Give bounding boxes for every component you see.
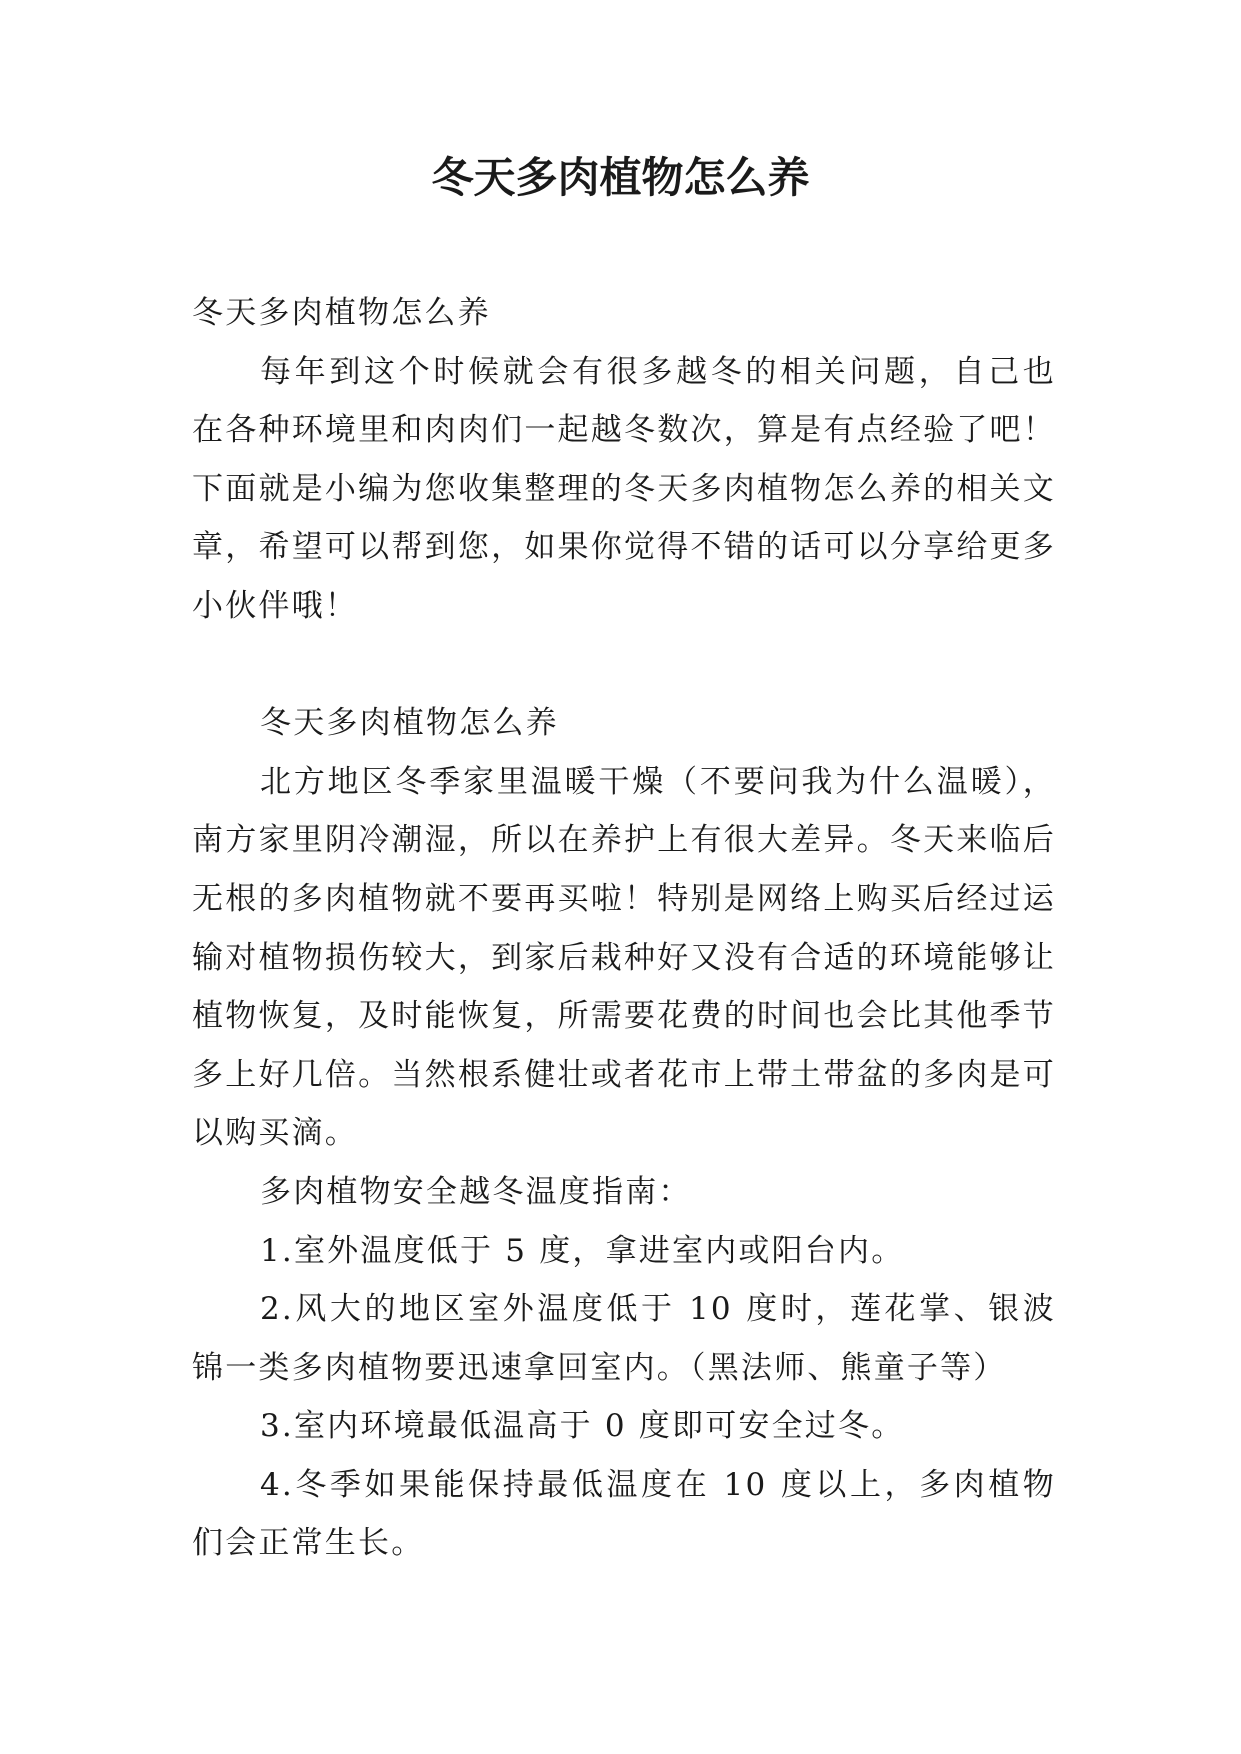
intro-paragraph: 每年到这个时候就会有很多越冬的相关问题，自己也在各种环境里和肉肉们一起越冬数次，算是有点经验了吧！下面就是小编为您收集整理的冬天多肉植物怎么养的相关文章，希望可以帮到您，如果你觉得不错的话可以分享给更多小伙伴哦！: [192, 353, 1056, 624]
guide-item-4: 4.冬季如果能保持最低温度在 10 度以上，多肉植物们会正常生长。: [192, 1466, 1056, 1562]
document-title: 冬天多肉植物怎么养: [431, 153, 810, 202]
body-paragraph: 北方地区冬季家里温暖干燥（不要问我为什么温暖），南方家里阴冷潮湿，所以在养护上有很大差异。冬天来临后无根的多肉植物就不要再买啦！特别是网络上购买后经过运输对植物损伤较大，到家后栽种好又没有合适的环境能够让植物恢复，及时能恢复，所需要花费的时间也会比其他季节多上好几倍。当然根系健壮或者花市上带土带盆的多肉是可以购买滴。: [192, 763, 1056, 1152]
section-heading: 冬天多肉植物怎么养: [260, 705, 559, 742]
guide-heading: 多肉植物安全越冬温度指南：: [260, 1173, 692, 1210]
guide-item-1: 1.室外温度低于 5 度，拿进室内或阳台内。: [260, 1232, 905, 1269]
guide-item-3: 3.室内环境最低温高于 0 度即可安全过冬。: [260, 1408, 905, 1445]
document-body: [192, 284, 1056, 1573]
intro-heading: 冬天多肉植物怎么养: [192, 295, 491, 331]
guide-item-2: 2.风大的地区室外温度低于 10 度时，莲花掌、银波锦一类多肉植物要迅速拿回室内。（黑法师、熊童子等）: [192, 1291, 1056, 1386]
